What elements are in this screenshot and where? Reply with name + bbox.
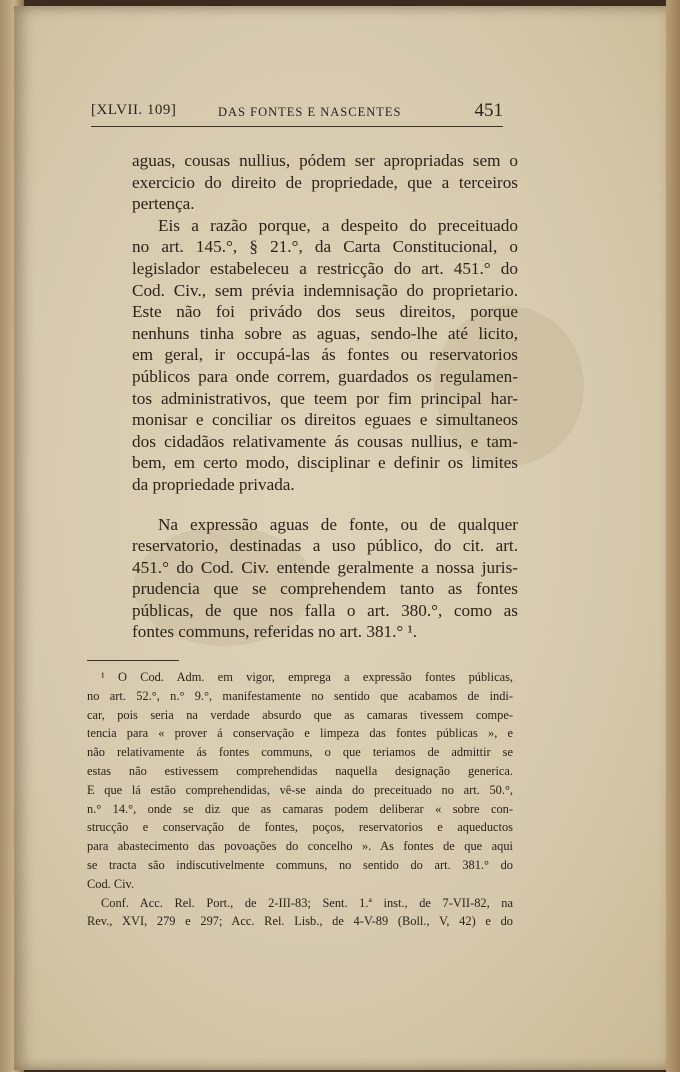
footnote-line: car, pois seria na verdade absurdo que as camaras tivessem compe-: [87, 707, 513, 722]
text-line: Na expressão aguas de fonte, ou de qualquer: [158, 514, 518, 534]
footnote-line: não relativamente ás fontes communs, o que teriamos de admittir se: [87, 745, 513, 760]
text-line: públicas, de que nos falla o art. 380.°, como as: [132, 600, 518, 620]
page-number: 451: [474, 100, 503, 121]
footnote: [87, 668, 513, 894]
main-text: [132, 150, 518, 643]
running-title: DAS FONTES E NASCENTES: [218, 105, 402, 119]
footnote-line: estas não estivessem comprehendidas naquella designação generica.: [87, 763, 513, 778]
footnote-line: Conf. Acc. Rel. Port., de 2-III-83; Sent. 1.ª inst., de 7-VII-82, na: [101, 895, 513, 910]
text-line: legislador estabeleceu a restricção do art. 451.° do: [132, 258, 518, 278]
text-line: aguas, cousas nullius, pódem ser apropriadas sem o: [132, 151, 518, 170]
book-right-edge: [666, 0, 680, 1072]
text-line: fontes communs, referidas no art. 381.° ¹.: [132, 622, 418, 642]
text-line: nenhuns tinha sobre as aguas, sendo-lhe até licito,: [132, 323, 518, 343]
text-line: Cod. Civ., sem prévia indemnisação do proprietario.: [132, 280, 518, 300]
text-line: públicos para onde correm, guardados os regulamen-: [132, 366, 518, 386]
footnote-line: E que lá estão comprehendidas, vê-se ainda do preceituado no art. 50.°,: [87, 782, 513, 797]
paragraph-gap: [132, 496, 518, 514]
footnote-line: n.° 14.°, onde se diz que as camaras podem deliberar « sobre con-: [87, 801, 513, 816]
text-line: tos administrativos, que teem por fim principal har-: [132, 388, 518, 408]
text-line: prudencia que se comprehendem tanto as fontes: [132, 579, 518, 599]
footnote-line: Cod. Civ.: [87, 876, 135, 891]
footnote-separator: [87, 660, 179, 661]
footnotes: [87, 668, 513, 931]
running-header: [91, 100, 503, 127]
footnote-line: para abastecimento das povoações do concelho ». As fontes de que aqui: [87, 839, 513, 854]
footnote-line: se tracta são indiscutivelmente communs, no sentido do art. 381.° do: [87, 857, 513, 872]
text-line: em geral, ir occupá-las ás fontes ou reservatorios: [132, 345, 518, 365]
text-line: dos cidadãos relativamente ás cousas nullius, e tam-: [132, 431, 518, 451]
text-line: da propriedade privada.: [132, 474, 295, 494]
paragraph: [132, 514, 518, 644]
text-line: no art. 145.°, § 21.°, da Carta Constitucional, o: [132, 237, 518, 257]
footnote-line: no art. 52.°, n.° 9.°, manifestamente no sentido que acabamos de indi-: [87, 688, 513, 703]
text-line: pertença.: [132, 194, 195, 214]
footnote-line: Rev., XVI, 279 e 297; Acc. Rel. Lisb., de 4-V-89 (Boll., V, 42) e do: [87, 914, 513, 929]
text-line: Eis a razão porque, a despeito do preceituado: [158, 215, 518, 235]
text-line: 451.° do Cod. Civ. entende geralmente a nossa juris-: [132, 557, 518, 577]
text-line: reservatorio, destinadas a uso público, do cit. art.: [132, 536, 518, 556]
paragraph: [132, 215, 518, 496]
paragraph-continuation: [132, 150, 518, 215]
footnote-line: tencia para « prover á conservação e limpeza das fontes públicas », e: [87, 726, 513, 741]
text-line: exercicio do direito de propriedade, que a terceiros: [132, 172, 518, 192]
footnote-continuation: [87, 894, 513, 932]
footnote-line: strucção e conservação de fontes, poços, reservatorios e aqueductos: [87, 820, 513, 835]
text-line: bem, em certo modo, disciplinar e definir os limites: [132, 453, 518, 473]
text-line: Este não foi privádo dos seus direitos, porque: [132, 302, 518, 322]
footnote-line: ¹ O Cod. Adm. em vigor, emprega a expressão fontes públicas,: [101, 670, 513, 684]
text-line: monisar e conciliar os direitos eguaes e simultaneos: [132, 410, 518, 430]
section-reference: [XLVII. 109]: [91, 102, 177, 118]
